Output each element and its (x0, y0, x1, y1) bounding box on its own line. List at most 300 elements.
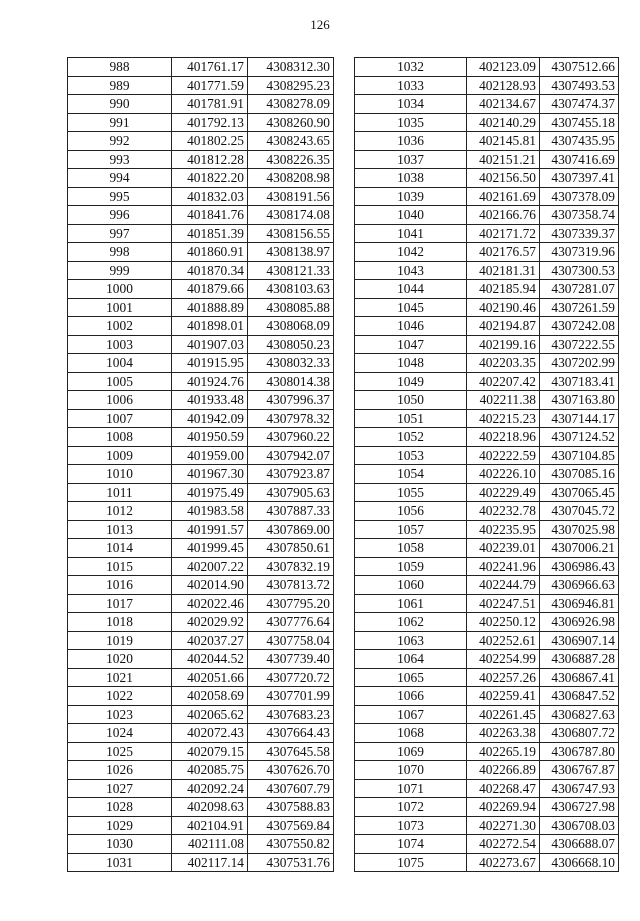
y-coordinate-cell: 4308050.23 (248, 335, 334, 354)
x-coordinate-cell: 402263.38 (467, 724, 540, 743)
y-coordinate-cell: 4306708.03 (540, 816, 619, 835)
table-row (355, 798, 619, 817)
y-coordinate-cell: 4308208.98 (248, 169, 334, 188)
y-coordinate-cell: 4306787.80 (540, 742, 619, 761)
x-coordinate-cell: 402261.45 (467, 705, 540, 724)
x-coordinate-cell: 401870.34 (172, 261, 248, 280)
point-number-cell: 1048 (355, 354, 467, 373)
x-coordinate-cell: 401802.25 (172, 132, 248, 151)
table-row (355, 298, 619, 317)
table-row (68, 409, 334, 428)
table-row (355, 835, 619, 854)
x-coordinate-cell: 402272.54 (467, 835, 540, 854)
point-number-cell: 1056 (355, 502, 467, 521)
x-coordinate-cell: 401950.59 (172, 428, 248, 447)
table-row (355, 687, 619, 706)
x-coordinate-cell: 401898.01 (172, 317, 248, 336)
y-coordinate-cell: 4307960.22 (248, 428, 334, 447)
point-number-cell: 1066 (355, 687, 467, 706)
table-row (355, 187, 619, 206)
x-coordinate-cell: 401907.03 (172, 335, 248, 354)
table-row (68, 428, 334, 447)
point-number-cell: 1001 (68, 298, 172, 317)
table-row (68, 483, 334, 502)
y-coordinate-cell: 4307588.83 (248, 798, 334, 817)
x-coordinate-cell: 402104.91 (172, 816, 248, 835)
table-row (68, 835, 334, 854)
x-coordinate-cell: 401888.89 (172, 298, 248, 317)
table-row (68, 224, 334, 243)
x-coordinate-cell: 402218.96 (467, 428, 540, 447)
y-coordinate-cell: 4307683.23 (248, 705, 334, 724)
x-coordinate-cell: 402257.26 (467, 668, 540, 687)
table-row (68, 391, 334, 410)
y-coordinate-cell: 4307124.52 (540, 428, 619, 447)
x-coordinate-cell: 402235.95 (467, 520, 540, 539)
y-coordinate-cell: 4306847.52 (540, 687, 619, 706)
y-coordinate-cell: 4307996.37 (248, 391, 334, 410)
x-coordinate-cell: 402117.14 (172, 853, 248, 872)
point-number-cell: 1074 (355, 835, 467, 854)
table-row (68, 95, 334, 114)
y-coordinate-cell: 4307493.53 (540, 76, 619, 95)
point-number-cell: 1049 (355, 372, 467, 391)
table-row (68, 687, 334, 706)
table-row (355, 853, 619, 872)
y-coordinate-cell: 4307942.07 (248, 446, 334, 465)
y-coordinate-cell: 4307065.45 (540, 483, 619, 502)
x-coordinate-cell: 402252.61 (467, 631, 540, 650)
y-coordinate-cell: 4307923.87 (248, 465, 334, 484)
point-number-cell: 1072 (355, 798, 467, 817)
point-number-cell: 988 (68, 58, 172, 77)
table-row (68, 520, 334, 539)
y-coordinate-cell: 4307222.55 (540, 335, 619, 354)
x-coordinate-cell: 402250.12 (467, 613, 540, 632)
point-number-cell: 1007 (68, 409, 172, 428)
y-coordinate-cell: 4307397.41 (540, 169, 619, 188)
y-coordinate-cell: 4307978.32 (248, 409, 334, 428)
table-row (68, 668, 334, 687)
table-row (355, 76, 619, 95)
table-row (68, 446, 334, 465)
x-coordinate-cell: 402273.67 (467, 853, 540, 872)
x-coordinate-cell: 402229.49 (467, 483, 540, 502)
table-row (68, 650, 334, 669)
point-number-cell: 996 (68, 206, 172, 225)
page-number: 126 (310, 17, 330, 32)
table-row (355, 520, 619, 539)
table-row (68, 779, 334, 798)
table-row (68, 113, 334, 132)
point-number-cell: 1040 (355, 206, 467, 225)
x-coordinate-cell: 401761.17 (172, 58, 248, 77)
y-coordinate-cell: 4306767.87 (540, 761, 619, 780)
point-number-cell: 1067 (355, 705, 467, 724)
table-row (355, 169, 619, 188)
coordinates-table-left (67, 57, 334, 872)
x-coordinate-cell: 402134.67 (467, 95, 540, 114)
y-coordinate-cell: 4308121.33 (248, 261, 334, 280)
y-coordinate-cell: 4307358.74 (540, 206, 619, 225)
y-coordinate-cell: 4307813.72 (248, 576, 334, 595)
x-coordinate-cell: 401841.76 (172, 206, 248, 225)
y-coordinate-cell: 4308032.33 (248, 354, 334, 373)
point-number-cell: 1058 (355, 539, 467, 558)
point-number-cell: 1061 (355, 594, 467, 613)
table-row (355, 816, 619, 835)
y-coordinate-cell: 4308103.63 (248, 280, 334, 299)
x-coordinate-cell: 402241.96 (467, 557, 540, 576)
table-row (355, 446, 619, 465)
y-coordinate-cell: 4307645.58 (248, 742, 334, 761)
x-coordinate-cell: 401781.91 (172, 95, 248, 114)
y-coordinate-cell: 4307281.07 (540, 280, 619, 299)
x-coordinate-cell: 402254.99 (467, 650, 540, 669)
x-coordinate-cell: 402007.22 (172, 557, 248, 576)
y-coordinate-cell: 4307339.37 (540, 224, 619, 243)
point-number-cell: 1021 (68, 668, 172, 687)
y-coordinate-cell: 4306668.10 (540, 853, 619, 872)
x-coordinate-cell: 402123.09 (467, 58, 540, 77)
x-coordinate-cell: 401915.95 (172, 354, 248, 373)
table-row (68, 372, 334, 391)
x-coordinate-cell: 401942.09 (172, 409, 248, 428)
x-coordinate-cell: 402222.59 (467, 446, 540, 465)
x-coordinate-cell: 402072.43 (172, 724, 248, 743)
point-number-cell: 1019 (68, 631, 172, 650)
y-coordinate-cell: 4307183.41 (540, 372, 619, 391)
x-coordinate-cell: 402211.38 (467, 391, 540, 410)
y-coordinate-cell: 4306946.81 (540, 594, 619, 613)
x-coordinate-cell: 402092.24 (172, 779, 248, 798)
x-coordinate-cell: 402065.62 (172, 705, 248, 724)
y-coordinate-cell: 4306747.93 (540, 779, 619, 798)
point-number-cell: 1042 (355, 243, 467, 262)
table-row (355, 372, 619, 391)
table-row (355, 261, 619, 280)
x-coordinate-cell: 402259.41 (467, 687, 540, 706)
x-coordinate-cell: 402029.92 (172, 613, 248, 632)
table-row (68, 150, 334, 169)
table-row (68, 465, 334, 484)
x-coordinate-cell: 401851.39 (172, 224, 248, 243)
point-number-cell: 1060 (355, 576, 467, 595)
y-coordinate-cell: 4307758.04 (248, 631, 334, 650)
point-number-cell: 1032 (355, 58, 467, 77)
point-number-cell: 1062 (355, 613, 467, 632)
table-row (355, 428, 619, 447)
point-number-cell: 1026 (68, 761, 172, 780)
y-coordinate-cell: 4308138.97 (248, 243, 334, 262)
y-coordinate-cell: 4307550.82 (248, 835, 334, 854)
point-number-cell: 989 (68, 76, 172, 95)
point-number-cell: 1010 (68, 465, 172, 484)
y-coordinate-cell: 4306907.14 (540, 631, 619, 650)
y-coordinate-cell: 4308226.35 (248, 150, 334, 169)
y-coordinate-cell: 4307795.20 (248, 594, 334, 613)
point-number-cell: 1034 (355, 95, 467, 114)
x-coordinate-cell: 402232.78 (467, 502, 540, 521)
table-row (68, 206, 334, 225)
point-number-cell: 1008 (68, 428, 172, 447)
x-coordinate-cell: 401933.48 (172, 391, 248, 410)
table-row (355, 724, 619, 743)
y-coordinate-cell: 4307776.64 (248, 613, 334, 632)
point-number-cell: 1050 (355, 391, 467, 410)
x-coordinate-cell: 402051.66 (172, 668, 248, 687)
point-number-cell: 1046 (355, 317, 467, 336)
table-row (355, 335, 619, 354)
table-row (355, 557, 619, 576)
x-coordinate-cell: 402171.72 (467, 224, 540, 243)
x-coordinate-cell: 401879.66 (172, 280, 248, 299)
point-number-cell: 1030 (68, 835, 172, 854)
point-number-cell: 1017 (68, 594, 172, 613)
x-coordinate-cell: 402176.57 (467, 243, 540, 262)
x-coordinate-cell: 402166.76 (467, 206, 540, 225)
x-coordinate-cell: 402203.35 (467, 354, 540, 373)
point-number-cell: 1045 (355, 298, 467, 317)
table-row (68, 187, 334, 206)
point-number-cell: 1018 (68, 613, 172, 632)
table-row (355, 742, 619, 761)
x-coordinate-cell: 402037.27 (172, 631, 248, 650)
x-coordinate-cell: 402098.63 (172, 798, 248, 817)
y-coordinate-cell: 4307378.09 (540, 187, 619, 206)
point-number-cell: 1025 (68, 742, 172, 761)
y-coordinate-cell: 4307626.70 (248, 761, 334, 780)
point-number-cell: 991 (68, 113, 172, 132)
table-row (355, 761, 619, 780)
x-coordinate-cell: 402194.87 (467, 317, 540, 336)
point-number-cell: 1014 (68, 539, 172, 558)
point-number-cell: 997 (68, 224, 172, 243)
y-coordinate-cell: 4307850.61 (248, 539, 334, 558)
point-number-cell: 1055 (355, 483, 467, 502)
point-number-cell: 1059 (355, 557, 467, 576)
x-coordinate-cell: 402085.75 (172, 761, 248, 780)
table-row (355, 705, 619, 724)
table-row (68, 169, 334, 188)
table-row (68, 761, 334, 780)
y-coordinate-cell: 4307664.43 (248, 724, 334, 743)
table-row (355, 132, 619, 151)
y-coordinate-cell: 4307416.69 (540, 150, 619, 169)
y-coordinate-cell: 4306688.07 (540, 835, 619, 854)
point-number-cell: 1039 (355, 187, 467, 206)
y-coordinate-cell: 4306827.63 (540, 705, 619, 724)
point-number-cell: 1075 (355, 853, 467, 872)
table-row (355, 594, 619, 613)
y-coordinate-cell: 4307261.59 (540, 298, 619, 317)
point-number-cell: 1029 (68, 816, 172, 835)
x-coordinate-cell: 402244.79 (467, 576, 540, 595)
table-row (355, 150, 619, 169)
x-coordinate-cell: 402044.52 (172, 650, 248, 669)
y-coordinate-cell: 4308085.88 (248, 298, 334, 317)
table-row (68, 705, 334, 724)
y-coordinate-cell: 4307720.72 (248, 668, 334, 687)
point-number-cell: 1027 (68, 779, 172, 798)
point-number-cell: 1044 (355, 280, 467, 299)
table-row (68, 243, 334, 262)
x-coordinate-cell: 402111.08 (172, 835, 248, 854)
table-row (355, 95, 619, 114)
y-coordinate-cell: 4307104.85 (540, 446, 619, 465)
y-coordinate-cell: 4307319.96 (540, 243, 619, 262)
table-row (68, 853, 334, 872)
table-row (68, 613, 334, 632)
point-number-cell: 1054 (355, 465, 467, 484)
table-row (355, 576, 619, 595)
y-coordinate-cell: 4308014.38 (248, 372, 334, 391)
point-number-cell: 1016 (68, 576, 172, 595)
x-coordinate-cell: 401822.20 (172, 169, 248, 188)
y-coordinate-cell: 4307739.40 (248, 650, 334, 669)
point-number-cell: 1070 (355, 761, 467, 780)
table-row (355, 224, 619, 243)
x-coordinate-cell: 401860.91 (172, 243, 248, 262)
y-coordinate-cell: 4307163.80 (540, 391, 619, 410)
x-coordinate-cell: 402265.19 (467, 742, 540, 761)
table-row (68, 502, 334, 521)
x-coordinate-cell: 402151.21 (467, 150, 540, 169)
y-coordinate-cell: 4307832.19 (248, 557, 334, 576)
point-number-cell: 999 (68, 261, 172, 280)
table-row (68, 742, 334, 761)
x-coordinate-cell: 402207.42 (467, 372, 540, 391)
x-coordinate-cell: 402215.23 (467, 409, 540, 428)
point-number-cell: 1065 (355, 668, 467, 687)
table-row (355, 779, 619, 798)
point-number-cell: 992 (68, 132, 172, 151)
point-number-cell: 1068 (355, 724, 467, 743)
point-number-cell: 1023 (68, 705, 172, 724)
x-coordinate-cell: 402014.90 (172, 576, 248, 595)
x-coordinate-cell: 402079.15 (172, 742, 248, 761)
y-coordinate-cell: 4307435.95 (540, 132, 619, 151)
point-number-cell: 995 (68, 187, 172, 206)
point-number-cell: 990 (68, 95, 172, 114)
table-row (355, 354, 619, 373)
point-number-cell: 1011 (68, 483, 172, 502)
point-number-cell: 1063 (355, 631, 467, 650)
x-coordinate-cell: 402266.89 (467, 761, 540, 780)
y-coordinate-cell: 4307869.00 (248, 520, 334, 539)
point-number-cell: 1031 (68, 853, 172, 872)
y-coordinate-cell: 4307905.63 (248, 483, 334, 502)
point-number-cell: 1003 (68, 335, 172, 354)
y-coordinate-cell: 4308260.90 (248, 113, 334, 132)
x-coordinate-cell: 402271.30 (467, 816, 540, 835)
x-coordinate-cell: 402226.10 (467, 465, 540, 484)
coordinates-table-right (354, 57, 619, 872)
x-coordinate-cell: 401832.03 (172, 187, 248, 206)
x-coordinate-cell: 402128.93 (467, 76, 540, 95)
y-coordinate-cell: 4306727.98 (540, 798, 619, 817)
x-coordinate-cell: 401967.30 (172, 465, 248, 484)
table-row (68, 816, 334, 835)
point-number-cell: 1052 (355, 428, 467, 447)
x-coordinate-cell: 402190.46 (467, 298, 540, 317)
y-coordinate-cell: 4307569.84 (248, 816, 334, 835)
y-coordinate-cell: 4308243.65 (248, 132, 334, 151)
y-coordinate-cell: 4307006.21 (540, 539, 619, 558)
table-row (68, 557, 334, 576)
y-coordinate-cell: 4307242.08 (540, 317, 619, 336)
y-coordinate-cell: 4306926.98 (540, 613, 619, 632)
point-number-cell: 1035 (355, 113, 467, 132)
point-number-cell: 1002 (68, 317, 172, 336)
table-row (68, 76, 334, 95)
point-number-cell: 1053 (355, 446, 467, 465)
point-number-cell: 1013 (68, 520, 172, 539)
y-coordinate-cell: 4307144.17 (540, 409, 619, 428)
y-coordinate-cell: 4307701.99 (248, 687, 334, 706)
table-row (355, 483, 619, 502)
x-coordinate-cell: 402145.81 (467, 132, 540, 151)
point-number-cell: 994 (68, 169, 172, 188)
x-coordinate-cell: 402247.51 (467, 594, 540, 613)
y-coordinate-cell: 4308278.09 (248, 95, 334, 114)
table-row (355, 243, 619, 262)
point-number-cell: 1036 (355, 132, 467, 151)
table-row (355, 391, 619, 410)
x-coordinate-cell: 401975.49 (172, 483, 248, 502)
y-coordinate-cell: 4307045.72 (540, 502, 619, 521)
table-row (355, 631, 619, 650)
point-number-cell: 1038 (355, 169, 467, 188)
point-number-cell: 1005 (68, 372, 172, 391)
table-row (355, 668, 619, 687)
point-number-cell: 1012 (68, 502, 172, 521)
y-coordinate-cell: 4306887.28 (540, 650, 619, 669)
y-coordinate-cell: 4307512.66 (540, 58, 619, 77)
table-row (68, 317, 334, 336)
table-row (68, 724, 334, 743)
point-number-cell: 1051 (355, 409, 467, 428)
point-number-cell: 1041 (355, 224, 467, 243)
x-coordinate-cell: 401991.57 (172, 520, 248, 539)
x-coordinate-cell: 401983.58 (172, 502, 248, 521)
y-coordinate-cell: 4307887.33 (248, 502, 334, 521)
table-row (355, 206, 619, 225)
x-coordinate-cell: 402181.31 (467, 261, 540, 280)
x-coordinate-cell: 401959.00 (172, 446, 248, 465)
point-number-cell: 1069 (355, 742, 467, 761)
y-coordinate-cell: 4307085.16 (540, 465, 619, 484)
table-row (355, 409, 619, 428)
table-row (68, 594, 334, 613)
x-coordinate-cell: 402268.47 (467, 779, 540, 798)
table-row (355, 113, 619, 132)
y-coordinate-cell: 4307474.37 (540, 95, 619, 114)
y-coordinate-cell: 4307531.76 (248, 853, 334, 872)
point-number-cell: 1028 (68, 798, 172, 817)
x-coordinate-cell: 402269.94 (467, 798, 540, 817)
table-row (355, 613, 619, 632)
point-number-cell: 1047 (355, 335, 467, 354)
table-row (68, 261, 334, 280)
y-coordinate-cell: 4308191.56 (248, 187, 334, 206)
table-row (68, 58, 334, 77)
y-coordinate-cell: 4308312.30 (248, 58, 334, 77)
table-row (355, 465, 619, 484)
table-row (355, 317, 619, 336)
y-coordinate-cell: 4307202.99 (540, 354, 619, 373)
point-number-cell: 1000 (68, 280, 172, 299)
